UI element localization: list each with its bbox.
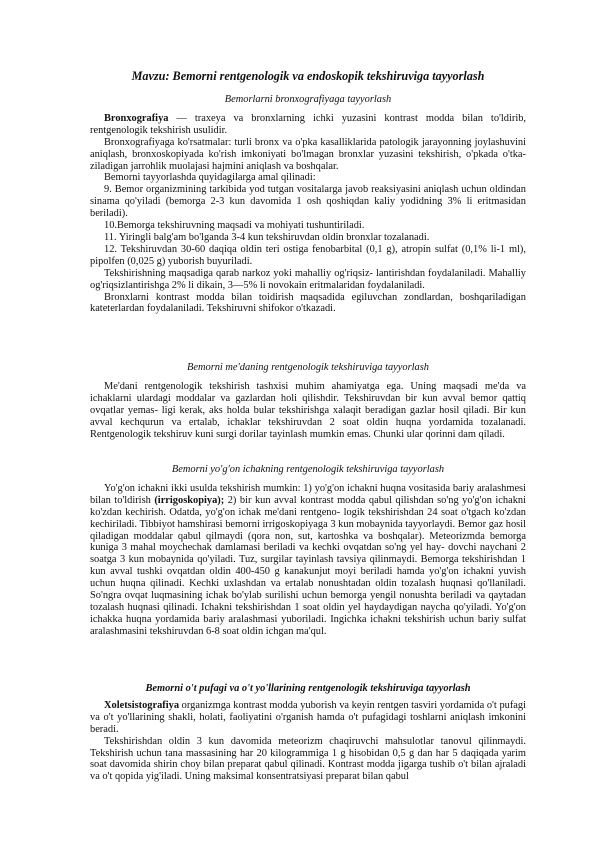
list-number: 10. <box>104 220 117 232</box>
section-heading: Bemorni me'daning rentgenologik tekshiruviga tayyorlash <box>187 362 429 373</box>
section-heading: Bemorlarni bronxografiyaga tayyorlash <box>224 94 392 105</box>
paragraph: Bronxografiyaga ko'rsatmalar: turli bronx va o'pka kasalliklarida patologik jarayonning joylashuvini aniqlash, bronxoskopiyada ko'rish imkoniyati bo'lmagan bronxlar yuzasini tekshirish, o'pkada o'tka- ziladigan jarrohlik muolajasi hajmini aniqlash va boshqalar. <box>90 136 526 172</box>
paragraph-text: Yo'g'on ichakni ikki usulda tekshirish mumkin: 1) yo'g'on ichakni huqna vositasida bariy aralashmesi bilan to'ldirish <box>90 482 526 506</box>
paragraph: Bronxlarni kontrast modda bilan toidirish maqsadida egiluvchan zondlardan, boshqariladigan kateterlardan foydalaniladi. Tekshiruvni shifokor o'tkazadi. <box>90 291 526 315</box>
paragraph-text: organizmga kontrast modda yuborish va keyin rentgen tasviri yordamida o't pufagi va o't yo'llarining shakli, holati, faoliyatini o'rganish hamda o't pufagidagi toshlarni aniqlash imkonini beradi. <box>90 699 526 735</box>
list-number: 9. <box>104 184 112 196</box>
document-title: Mavzu: Bemorni rentgenologik va endoskopik tekshiruviga tayyorlash <box>131 69 485 83</box>
list-text: Tekshiruvdan 30-60 daqiqa oldin teri ostiga fenobarbital (0,1 g), atropin sulfat (0,1% li-1 ml), pipolfen (0,025 g) yuborish buyuriladi. <box>90 243 526 267</box>
list-item <box>90 184 526 220</box>
term: Xoletsistografiya <box>104 699 180 711</box>
list-item <box>90 232 526 244</box>
list-number: 11. <box>104 231 117 243</box>
paragraph <box>90 700 526 736</box>
section-gallbladder <box>90 683 526 783</box>
list-text: Bemor organizmining tarkibida yod tutgan vositalarga javob reaksiyasini aniqlash uchun oldindan sinama qo'yiladi (bemorga 2-3 kun davomida 1 osh qoshiqdan kaliy yodidning 3% li eritmasidan beriladi). <box>90 184 526 220</box>
paragraph: Tekshirishdan oldin 3 kun davomida meteorizm chaqiruvchi mahsulotlar tanovul qilinmaydi. Tekshirish uchun tana massasining har 20 kilogrammiga 1 g hisobidan 0,5 g dan har 5 daqiqada yarim soat davomida shirin choy bilan preparat qabul qilinadi. Kontrast modda jigarga tushib o't bilan ajraladi va o't qopida yig'iladi. Uning maksimal konsentratsiyasi preparat bilan qabul <box>90 735 526 783</box>
paragraph: Bemorni tayyorlashda quyidagilarga amal qilinadi: <box>104 172 316 184</box>
term: Bronxografiya <box>104 112 169 124</box>
section-stomach <box>90 362 526 440</box>
list-text: Yiringli balg'am bo'lganda 3-4 kun tekshiruvdan oldin bronxlar tozalanadi. <box>116 231 430 243</box>
paragraph: Me'dani rentgenologik tekshirish tashxisi muhim ahamiyatga ega. Uning maqsadi me'da va ichaklarni ulardagi moddalar va gazlardan holi qilishdir. Tekshiruvdan bir kun avval bemor qattiq ovqatlar yemas- ligi kerak, aks holda bular tekshirishga xalaqit beradigan gazlar hosil qiladi. Bir kun avval kechqurun va ertalab, ichaklar tekshiruvdan 2 soat oldin huqna yordamida tozalanadi. Rentgenologik tekshiruv kuni surgi dorilar tayinlash mumkin emas. Chunki ular qorinni dam qiladi. <box>90 380 526 440</box>
section-bronchography <box>90 94 526 315</box>
paragraph-text: — traxeya va bronxlarning ichki yuzasini kontrast modda bilan to'ldirib, rentgenologik tekshirish usulidir. <box>90 112 526 136</box>
list-text: Bemorga tekshiruvning maqsadi va mohiyati tushuntiriladi. <box>117 220 365 232</box>
list-item <box>90 220 526 232</box>
paragraph-text: 2) bir kun avval kontrast modda qabul qilishdan so'ng yo'g'on ichakni ko'zdan kechirish. Odatda, yo'g'on ichak me'dani rentgeno- logik tekshirishdan 24 soat o'tgach ko'zdan kechiriladi. Tibbiyot hamshirasi bemorni irrigoskopiyaga 3 kun mobaynida tayyorlaydi. Bemor gaz hosil qiladigan moddalar qabul qilmaydi (qora non, sut, kartoshka va boshqalar). Meteorizmda bemorga kuniga 3 mahal moychechak damlamasi beriladi va kechki ovqatdan so'ng yel hay- dovchi naychani 2 soatga 3 kun mobaynida qo'yiladi. Tuz, surgilar tayinlash tavsiya qilinmaydi. Bemorga tekshirishdan 1 kun avval tushki ovqatdan oldin 400-450 g kanakunjut moyi beriladi hamda yo'g'on ichakni yuvish uchun huqna qilinadi. Kechki uxlashdan va ertalab nonushtadan oldin tozalash huqnasi qo'llaniladi. So'ngra ovqat luqmasining ichak bo'ylab surilishi uchun bemorga yengil nonushta beriladi va qaytadan tozalash huqnasi qilinadi. Ichakni tekshirishdan 1 soat oldin yel haydaydigan naycha qo'yiladi. Yo'g'on ichakka huqna yordamida bariy aralashmasi yuboriladi. Ingichka ichakni tekshirish uchun bariy sulfat aralashmasini tekshiruvdan 6-8 soat oldin ichgan ma'qul. <box>90 494 526 637</box>
paragraph <box>90 113 526 137</box>
section-heading: Bemorni yo'g'on ichakning rentgenologik tekshiruviga tayyorlash <box>171 464 445 475</box>
paragraph <box>90 483 526 638</box>
paragraph: Tekshirishning maqsadiga qarab narkoz yoki mahalliy og'riqsiz- lantirishdan foydalaniladi. Mahalliy og'riqsizlantirishga 2% li dikain, 3—5% li novokain eritmalaridan foydalaniladi. <box>90 267 526 291</box>
section-heading: Bemorni o't pufagi va o't yo'llarining rentgenologik tekshiruviga tayyorlash <box>145 683 471 694</box>
section-colon <box>90 464 526 638</box>
term: (irrigoskopiya); <box>154 494 225 506</box>
list-number: 12. <box>104 243 117 255</box>
list-item <box>90 244 526 268</box>
